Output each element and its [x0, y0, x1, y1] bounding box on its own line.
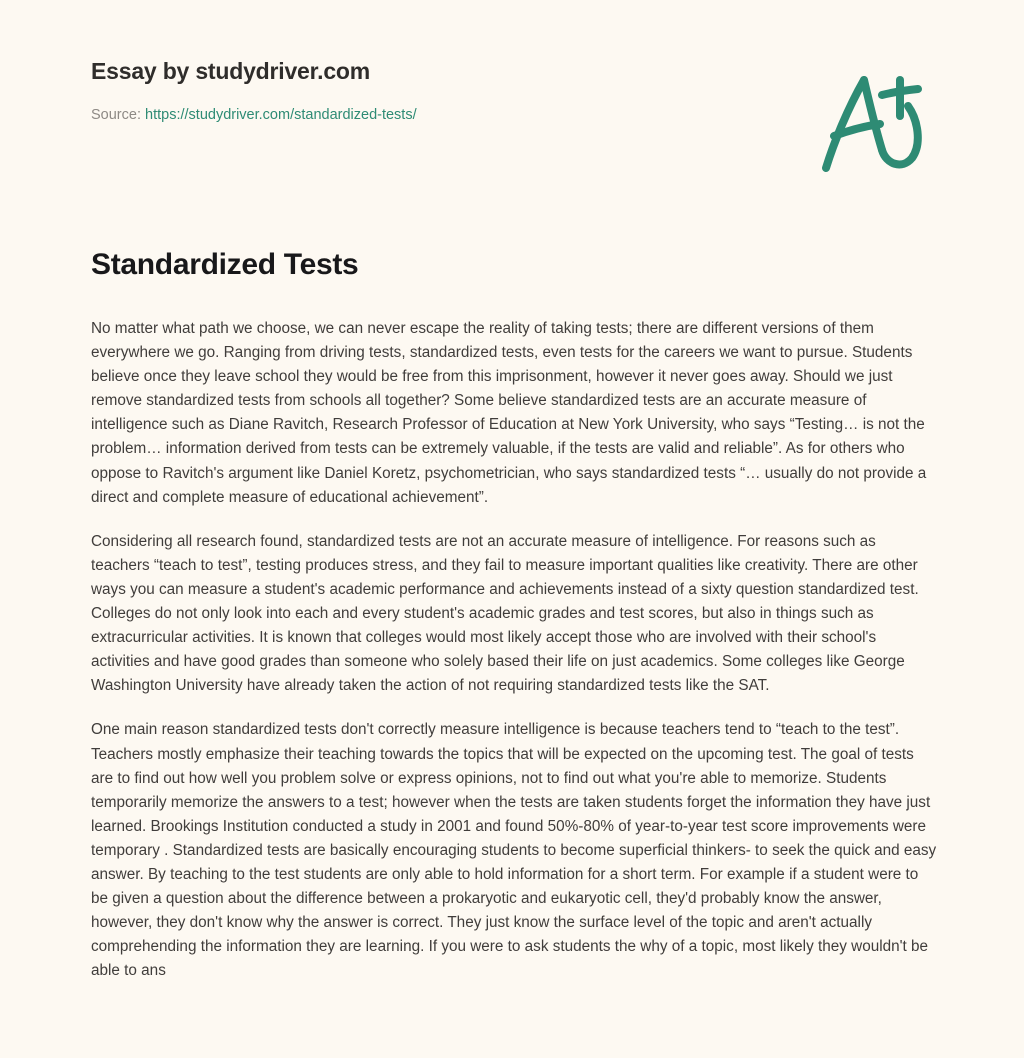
paragraph: Considering all research found, standardized tests are not an accurate measure of intelligence. For reasons such as teachers “teach to test”, testing produces stress, and they fail to measure important qualities like creativity. There are other ways you can measure a student's academic performance and achievements instead of a sixty question standardized test. Colleges do not only look into each and every student's academic grades and test scores, but also in things such as extracurricular activities. It is known that colleges would most likely accept those who are involved with their school's activities and have good grades than someone who solely based their life on just academics. Some colleges like George Washington University have already taken the action of not requiring standardized tests like the SAT.: [91, 532, 919, 695]
page-title: Standardized Tests: [91, 248, 359, 281]
article-body: [91, 185, 937, 983]
document-header: [0, 0, 1024, 185]
source-url-link[interactable]: https://studydriver.com/standardized-tests/: [145, 106, 417, 123]
source-line: [91, 106, 417, 125]
a-plus-logo-icon: [812, 64, 932, 176]
paragraph: One main reason standardized tests don't correctly measure intelligence is because teachers tend to “teach to the test”. Teachers mostly emphasize their teaching towards the topics that will be expected on the upcoming test. The goal of tests are to find out how well you problem solve or express opinions, not to find out what you're able to memorize. Students temporarily memorize the answers to a test; however when the tests are taken students forget the information they have just learned. Brookings Institution conducted a study in 2001 and found 50%-80% of year-to-year test score improvements were temporary . Standardized tests are basically encouraging students to become superficial thinkers- to seek the quick and easy answer. By teaching to the test students are only able to hold information for a short term. For example if a student were to be given a question about the difference between a prokaryotic and eukaryotic cell, they'd probably know the answer, however, they don't know why the answer is correct. They just know the surface level of the topic and aren't actually comprehending the information they are learning. If you were to ask students the why of a topic, most likely they wouldn't be able to ans: [91, 721, 937, 980]
essay-text: [91, 317, 937, 983]
essay-attribution: Essay by studydriver.com: [91, 58, 371, 84]
header-attribution-block: [91, 58, 417, 124]
paragraph: No matter what path we choose, we can never escape the reality of taking tests; there are different versions of them everywhere we go. Ranging from driving tests, standardized tests, even tests for the careers we want to pursue. Students believe once they leave school they would be free from this imprisonment, however it never goes away. Should we just remove standardized tests from schools all together? Some believe standardized tests are an accurate measure of intelligence such as Diane Ravitch, Research Professor of Education at New York University, who says “Testing… is not the problem… information derived from tests can be extremely valuable, if the tests are valid and reliable”. As for others who oppose to Ravitch's argument like Daniel Koretz, psychometrician, who says standardized tests “… usually do not provide a direct and complete measure of educational achievement”.: [91, 320, 927, 506]
source-label: Source:: [91, 106, 141, 123]
